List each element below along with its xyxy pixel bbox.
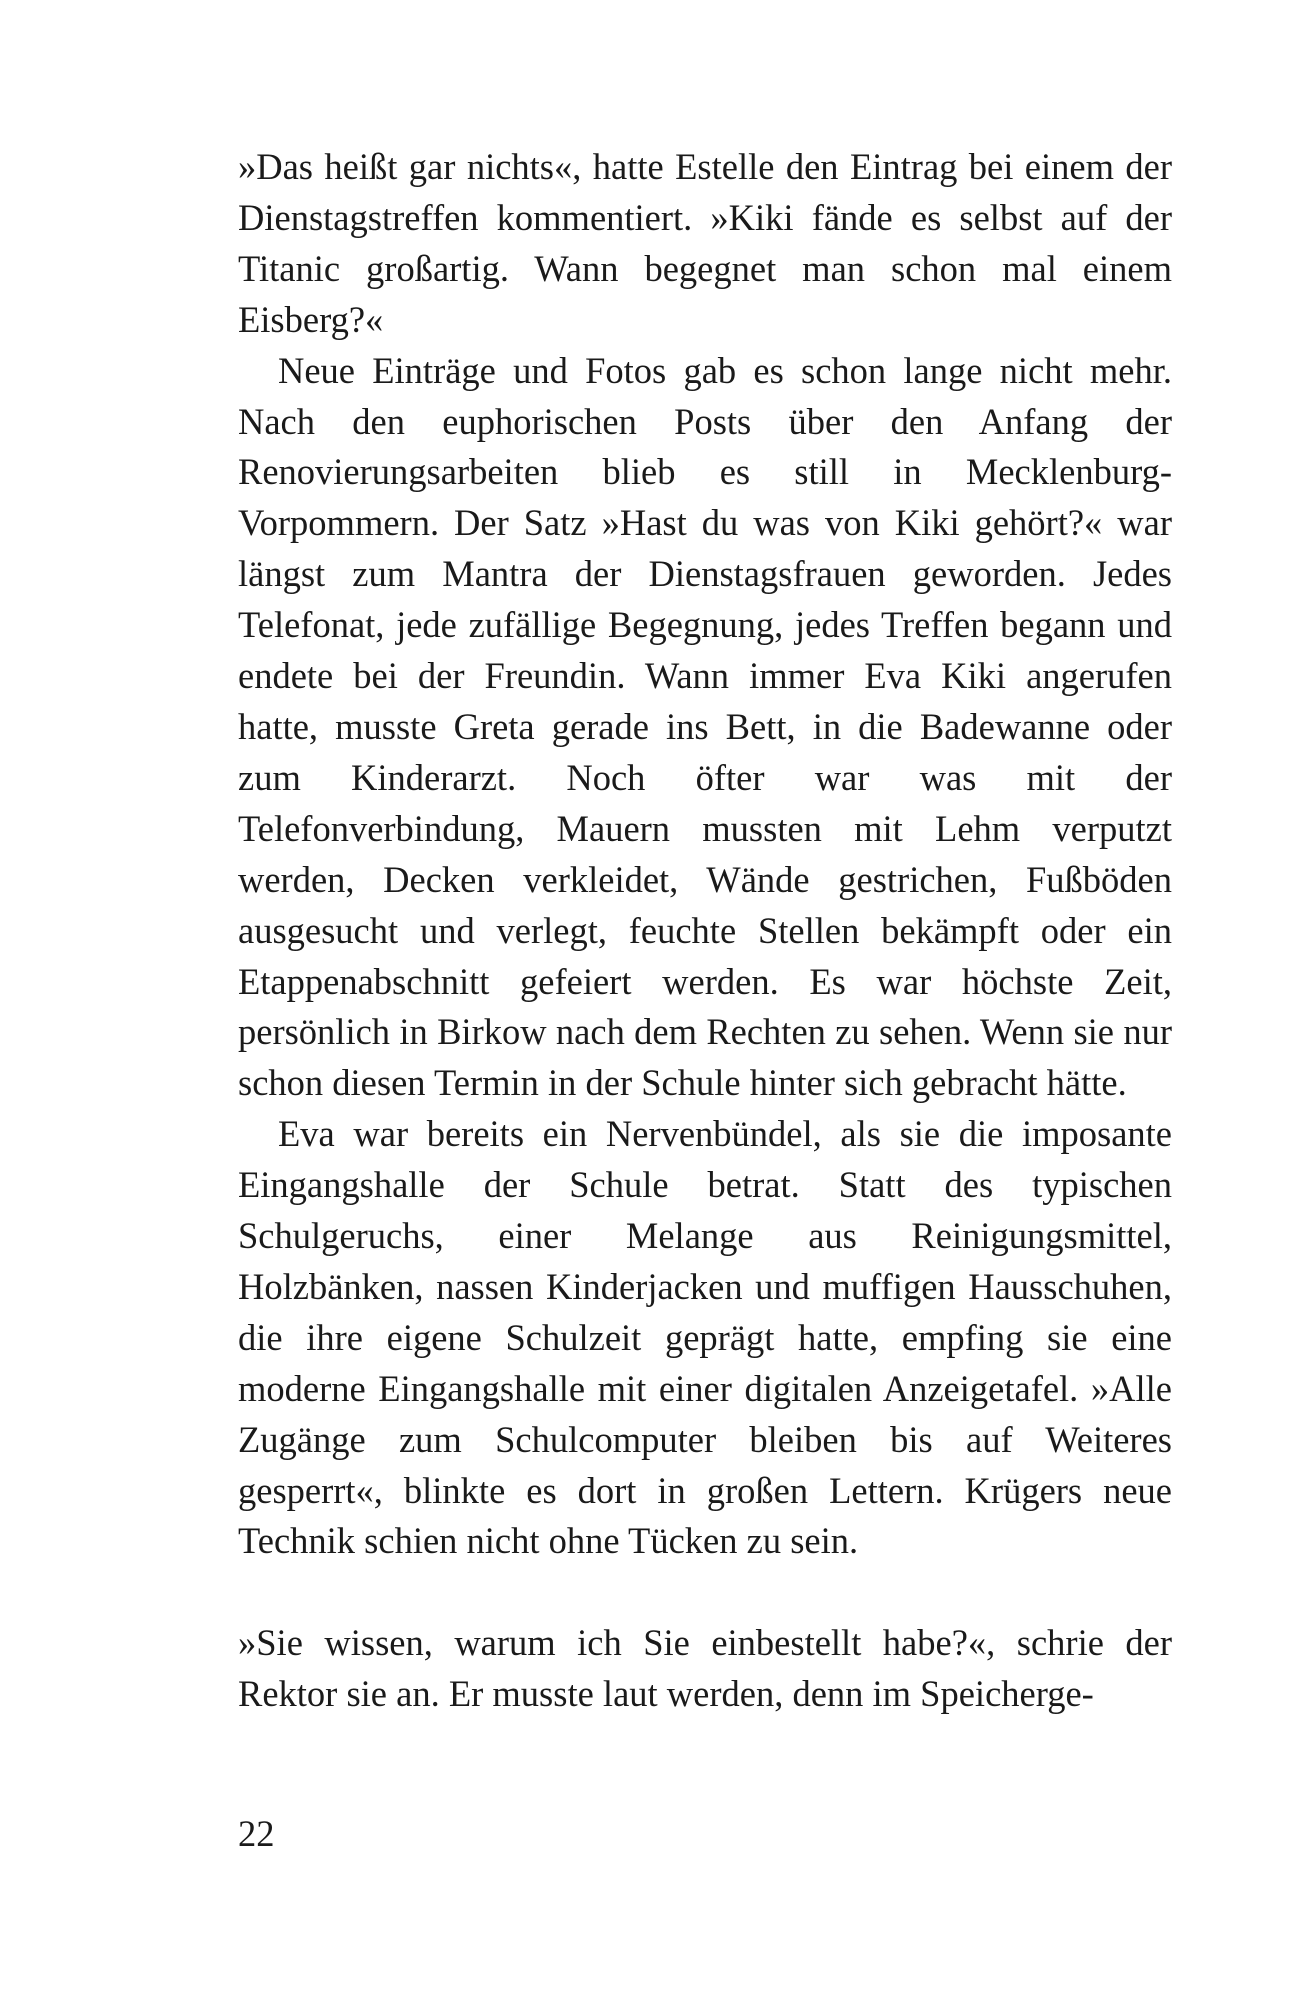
body-text [238, 142, 1172, 1720]
paragraph: Neue Einträge und Fotos gab es schon lange nicht mehr. Nach den euphorischen Posts über den Anfang der Renovierungsarbeiten blieb es still in Mecklenburg-Vorpommern. Der Satz »Hast du was von Kiki gehört?« war längst zum Mantra der Dienstagsfrauen geworden. Jedes Telefonat, jede zufällige Begegnung, jedes Treffen begann und endete bei der Freundin. Wann immer Eva Kiki angerufen hatte, musste Greta gerade ins Bett, in die Badewanne oder zum Kinderarzt. Noch öfter war was mit der Telefonverbindung, Mauern mussten mit Lehm verputzt werden, Decken verkleidet, Wände gestrichen, Fußböden ausgesucht und verlegt, feuchte Stellen bekämpft oder ein Etappenabschnitt gefeiert werden. Es war höchste Zeit, persönlich in Birkow nach dem Rechten zu sehen. Wenn sie nur schon diesen Termin in der Schule hinter sich gebracht hätte. [238, 349, 1172, 1104]
section-break [238, 1567, 1172, 1618]
paragraph: »Sie wissen, warum ich Sie einbestellt habe?«, schrie der Rektor sie an. Er musste laut werden, denn im Speicherge- [238, 1622, 1172, 1715]
paragraph: »Das heißt gar nichts«, hatte Estelle den Eintrag bei einem der Dienstagstreffen kommentiert. »Kiki fände es selbst auf der Titanic großartig. Wann begegnet man schon mal einem Eisberg?« [238, 146, 1172, 340]
paragraph: Eva war bereits ein Nervenbündel, als sie die imposante Eingangshalle der Schule betrat. Statt des typischen Schulgeruchs, einer Melange aus Reinigungsmittel, Holzbänken, nassen Kinderjacken und muffigen Hausschuhen, die ihre eigene Schulzeit geprägt hatte, empfing sie eine moderne Eingangshalle mit einer digitalen Anzeigetafel. »Alle Zugänge zum Schulcomputer bleiben bis auf Weiteres gesperrt«, blinkte es dort in großen Lettern. Krügers neue Technik schien nicht ohne Tücken zu sein. [238, 1113, 1172, 1562]
page-number: 22 [238, 1813, 275, 1854]
